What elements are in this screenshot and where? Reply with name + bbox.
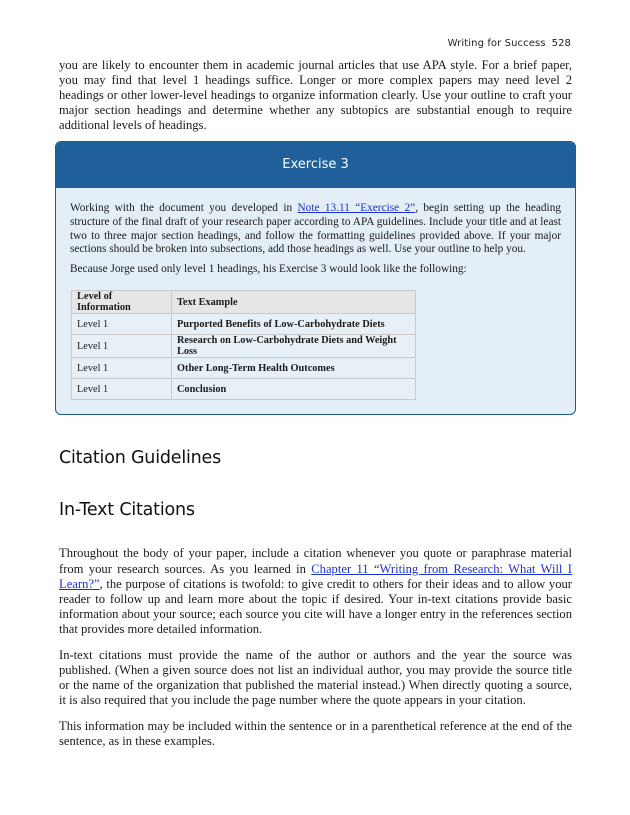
intro-paragraph: you are likely to encounter them in academic journal articles that use APA style. For a brief paper, you may find that level 1 headings suffice. Longer or more complex papers may need level 2 headings or other lower-level headings to organize information clearly. Use your outline to craft your major section headings and determine whether any subtopics are substantial enough to require additional levels of headings. bbox=[59, 58, 572, 133]
body-paragraph-2: In-text citations must provide the name of the author or authors and the year the source was published. (When a given source does not list an individual author, you may provide the source title or the name of the organization that published the material instead.) When directly quoting a source, it is also required that you include the page number where the quote appears in your citation. bbox=[59, 648, 572, 708]
exercise-text: Working with the document you developed in bbox=[70, 202, 298, 215]
text-example-cell: Research on Low-Carbohydrate Diets and Weight Loss bbox=[172, 335, 416, 358]
exercise-text: , begin setting up the heading structure of the final draft of your research paper according to APA guidelines. Include your title and at least two to three major section headings, and follow the formatting guidelines provided above. If your major sections should be broken into subsections, add those headings as well. Use your outline to help you. bbox=[70, 202, 561, 256]
book-title: Writing for Success bbox=[447, 38, 546, 49]
level-cell: Level 1 bbox=[72, 379, 172, 400]
citation-guidelines-heading: Citation Guidelines bbox=[59, 448, 222, 469]
in-text-citations-heading: In-Text Citations bbox=[59, 500, 195, 521]
table-row bbox=[72, 358, 416, 379]
page-content bbox=[59, 58, 572, 750]
table-header-row bbox=[72, 291, 416, 314]
chapter-11-link[interactable]: Chapter 11 “Writing from Research: What Will I Learn?” bbox=[59, 561, 572, 591]
page-number: 528 bbox=[551, 38, 571, 49]
running-header bbox=[448, 38, 571, 49]
level-cell: Level 1 bbox=[72, 358, 172, 379]
table-row bbox=[72, 335, 416, 358]
exercise-paragraph-1 bbox=[70, 202, 561, 256]
exercise-paragraph-2: Because Jorge used only level 1 headings, his Exercise 3 would look like the following: bbox=[70, 262, 467, 275]
body-text: , the purpose of citations is twofold: to give credit to others for their ideas and to allow your reader to follow up and learn more about the topic if desired. Your in-text citations provide basic information about your source; each source you cite will have a longer entry in the references section that provides more detailed information. bbox=[59, 576, 572, 636]
exercise-body bbox=[56, 188, 575, 414]
heading-levels-table bbox=[71, 290, 416, 400]
table-row bbox=[72, 314, 416, 335]
text-example-cell: Purported Benefits of Low-Carbohydrate Diets bbox=[172, 314, 416, 335]
body-text: Throughout the body of your paper, include a citation whenever you quote or paraphrase material from your research sources. As you learned in bbox=[59, 546, 572, 576]
body-paragraph-3: This information may be included within the sentence or in a parenthetical reference at the end of the sentence, as in these examples. bbox=[59, 719, 572, 749]
level-cell: Level 1 bbox=[72, 314, 172, 335]
column-header: Level of Information bbox=[72, 291, 172, 314]
text-example-cell: Conclusion bbox=[172, 379, 416, 400]
text-example-cell: Other Long-Term Health Outcomes bbox=[172, 358, 416, 379]
level-cell: Level 1 bbox=[72, 335, 172, 358]
column-header: Text Example bbox=[172, 291, 416, 314]
exercise-2-link[interactable]: Note 13.11 “Exercise 2” bbox=[297, 202, 416, 215]
exercise-box bbox=[55, 141, 576, 415]
table-row bbox=[72, 379, 416, 400]
exercise-title: Exercise 3 bbox=[56, 142, 575, 188]
body-paragraph-1 bbox=[59, 546, 572, 637]
